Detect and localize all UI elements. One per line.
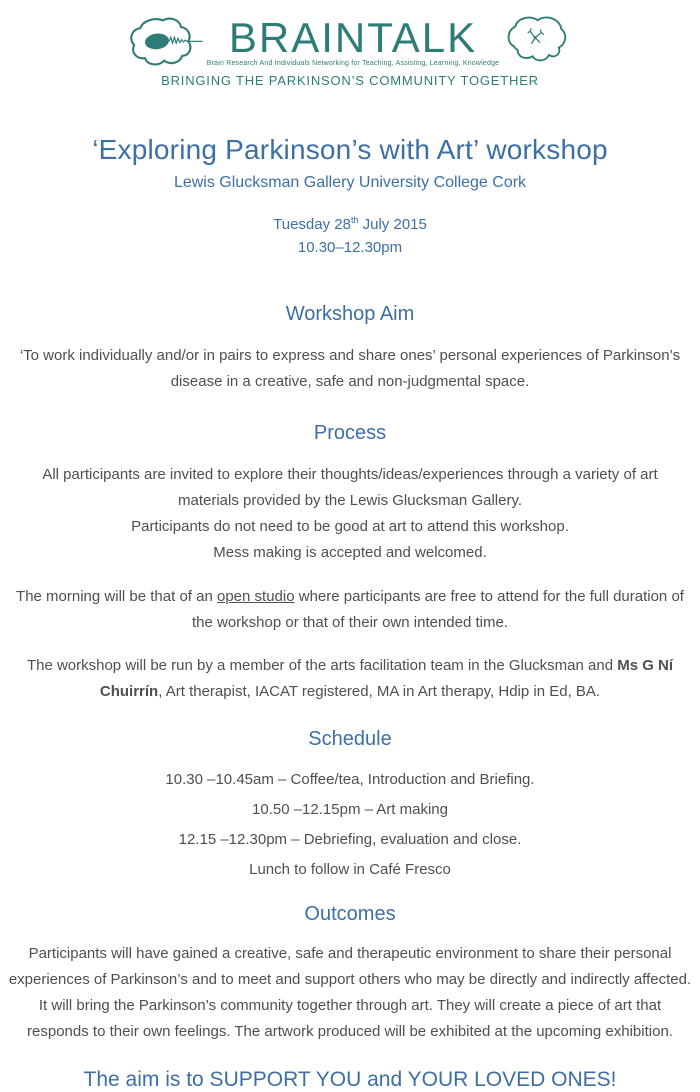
process-line: Mess making is accepted and welcomed. (213, 544, 487, 562)
open-studio-before: The morning will be that of an (16, 587, 217, 605)
brain-eeg-icon (127, 14, 205, 70)
brain-neuron-icon (501, 14, 573, 70)
workshop-aim-body: ‘To work individually and/or in pairs to express and share ones’ personal experiences of Parkinson’s disease in a creative, safe and non-judgmental space. (19, 347, 681, 391)
facilitator-paragraph (14, 653, 686, 706)
logo-word-block (206, 14, 500, 67)
page-title: ‘Exploring Parkinson’s with Art’ workshop (92, 134, 608, 165)
event-date-text: Tuesday 28 (273, 216, 351, 233)
logo-row (0, 14, 700, 70)
section-heading-workshop-aim: Workshop Aim (285, 303, 415, 325)
process-body (14, 462, 686, 567)
open-studio-underlined: open studio (216, 587, 295, 605)
section-heading-outcomes: Outcomes (304, 902, 396, 925)
facilitator-name: Ms G Ní Chuirrín (99, 657, 674, 701)
logo-tagline: BRINGING THE PARKINSON’S COMMUNITY TOGETHER (161, 73, 539, 88)
schedule-list (0, 765, 700, 885)
facilitator-before: The workshop will be run by a member of the arts facilitation team in the Glucksman and (26, 657, 618, 674)
event-date-rest: July 2015 (358, 216, 427, 233)
schedule-item: Lunch to follow in Café Fresco (249, 860, 451, 878)
schedule-item: 10.30 –10.45am – Coffee/tea, Introduction and Briefing. (165, 770, 535, 788)
open-studio-after: where participants are free to attend for the full duration of the workshop or that of their own intended time. (191, 587, 684, 631)
process-line: Participants do not need to be good at art to attend this workshop. (131, 518, 569, 535)
logo-wordmark: BRAINTALK (228, 14, 478, 61)
event-time: 10.30–12.30pm (297, 238, 403, 256)
event-date-ordinal: th (350, 215, 359, 225)
event-datetime (0, 214, 700, 259)
event-date (0, 214, 700, 237)
section-heading-schedule: Schedule (308, 727, 392, 750)
closing-statement: The aim is to SUPPORT YOU and YOUR LOVED ONES! (83, 1067, 617, 1091)
open-studio-paragraph (14, 584, 686, 637)
page-subtitle: Lewis Glucksman Gallery University College Cork (173, 174, 527, 191)
braintalk-logo (0, 14, 700, 88)
outcomes-body: Participants will have gained a creative, safe and therapeutic environment to share their personal experiences of Parkinson’s and to meet and support others who may be directly and indirectly affected. It will bring the Parkinson’s community together through art. They will create a piece of art that responds to their own feelings. The artwork produced will be exhibited at the upcoming exhibition. (8, 944, 692, 1041)
facilitator-credentials: , Art therapist, IACAT registered, MA in Art therapy, Hdip in Ed, BA. (158, 683, 601, 701)
schedule-item: 12.15 –12.30pm – Debriefing, evaluation and close. (178, 830, 522, 848)
process-line: All participants are invited to explore their thoughts/ideas/experiences through a variety of art materials provided by the Lewis Glucksman Gallery. (42, 465, 658, 509)
section-heading-process: Process (313, 421, 387, 444)
logo-acronym-line: Brain Research And Individuals Networking for Teaching, Assisting, Learning, Knowledge (206, 60, 500, 67)
schedule-item: 10.50 –12.15pm – Art making (252, 800, 448, 818)
